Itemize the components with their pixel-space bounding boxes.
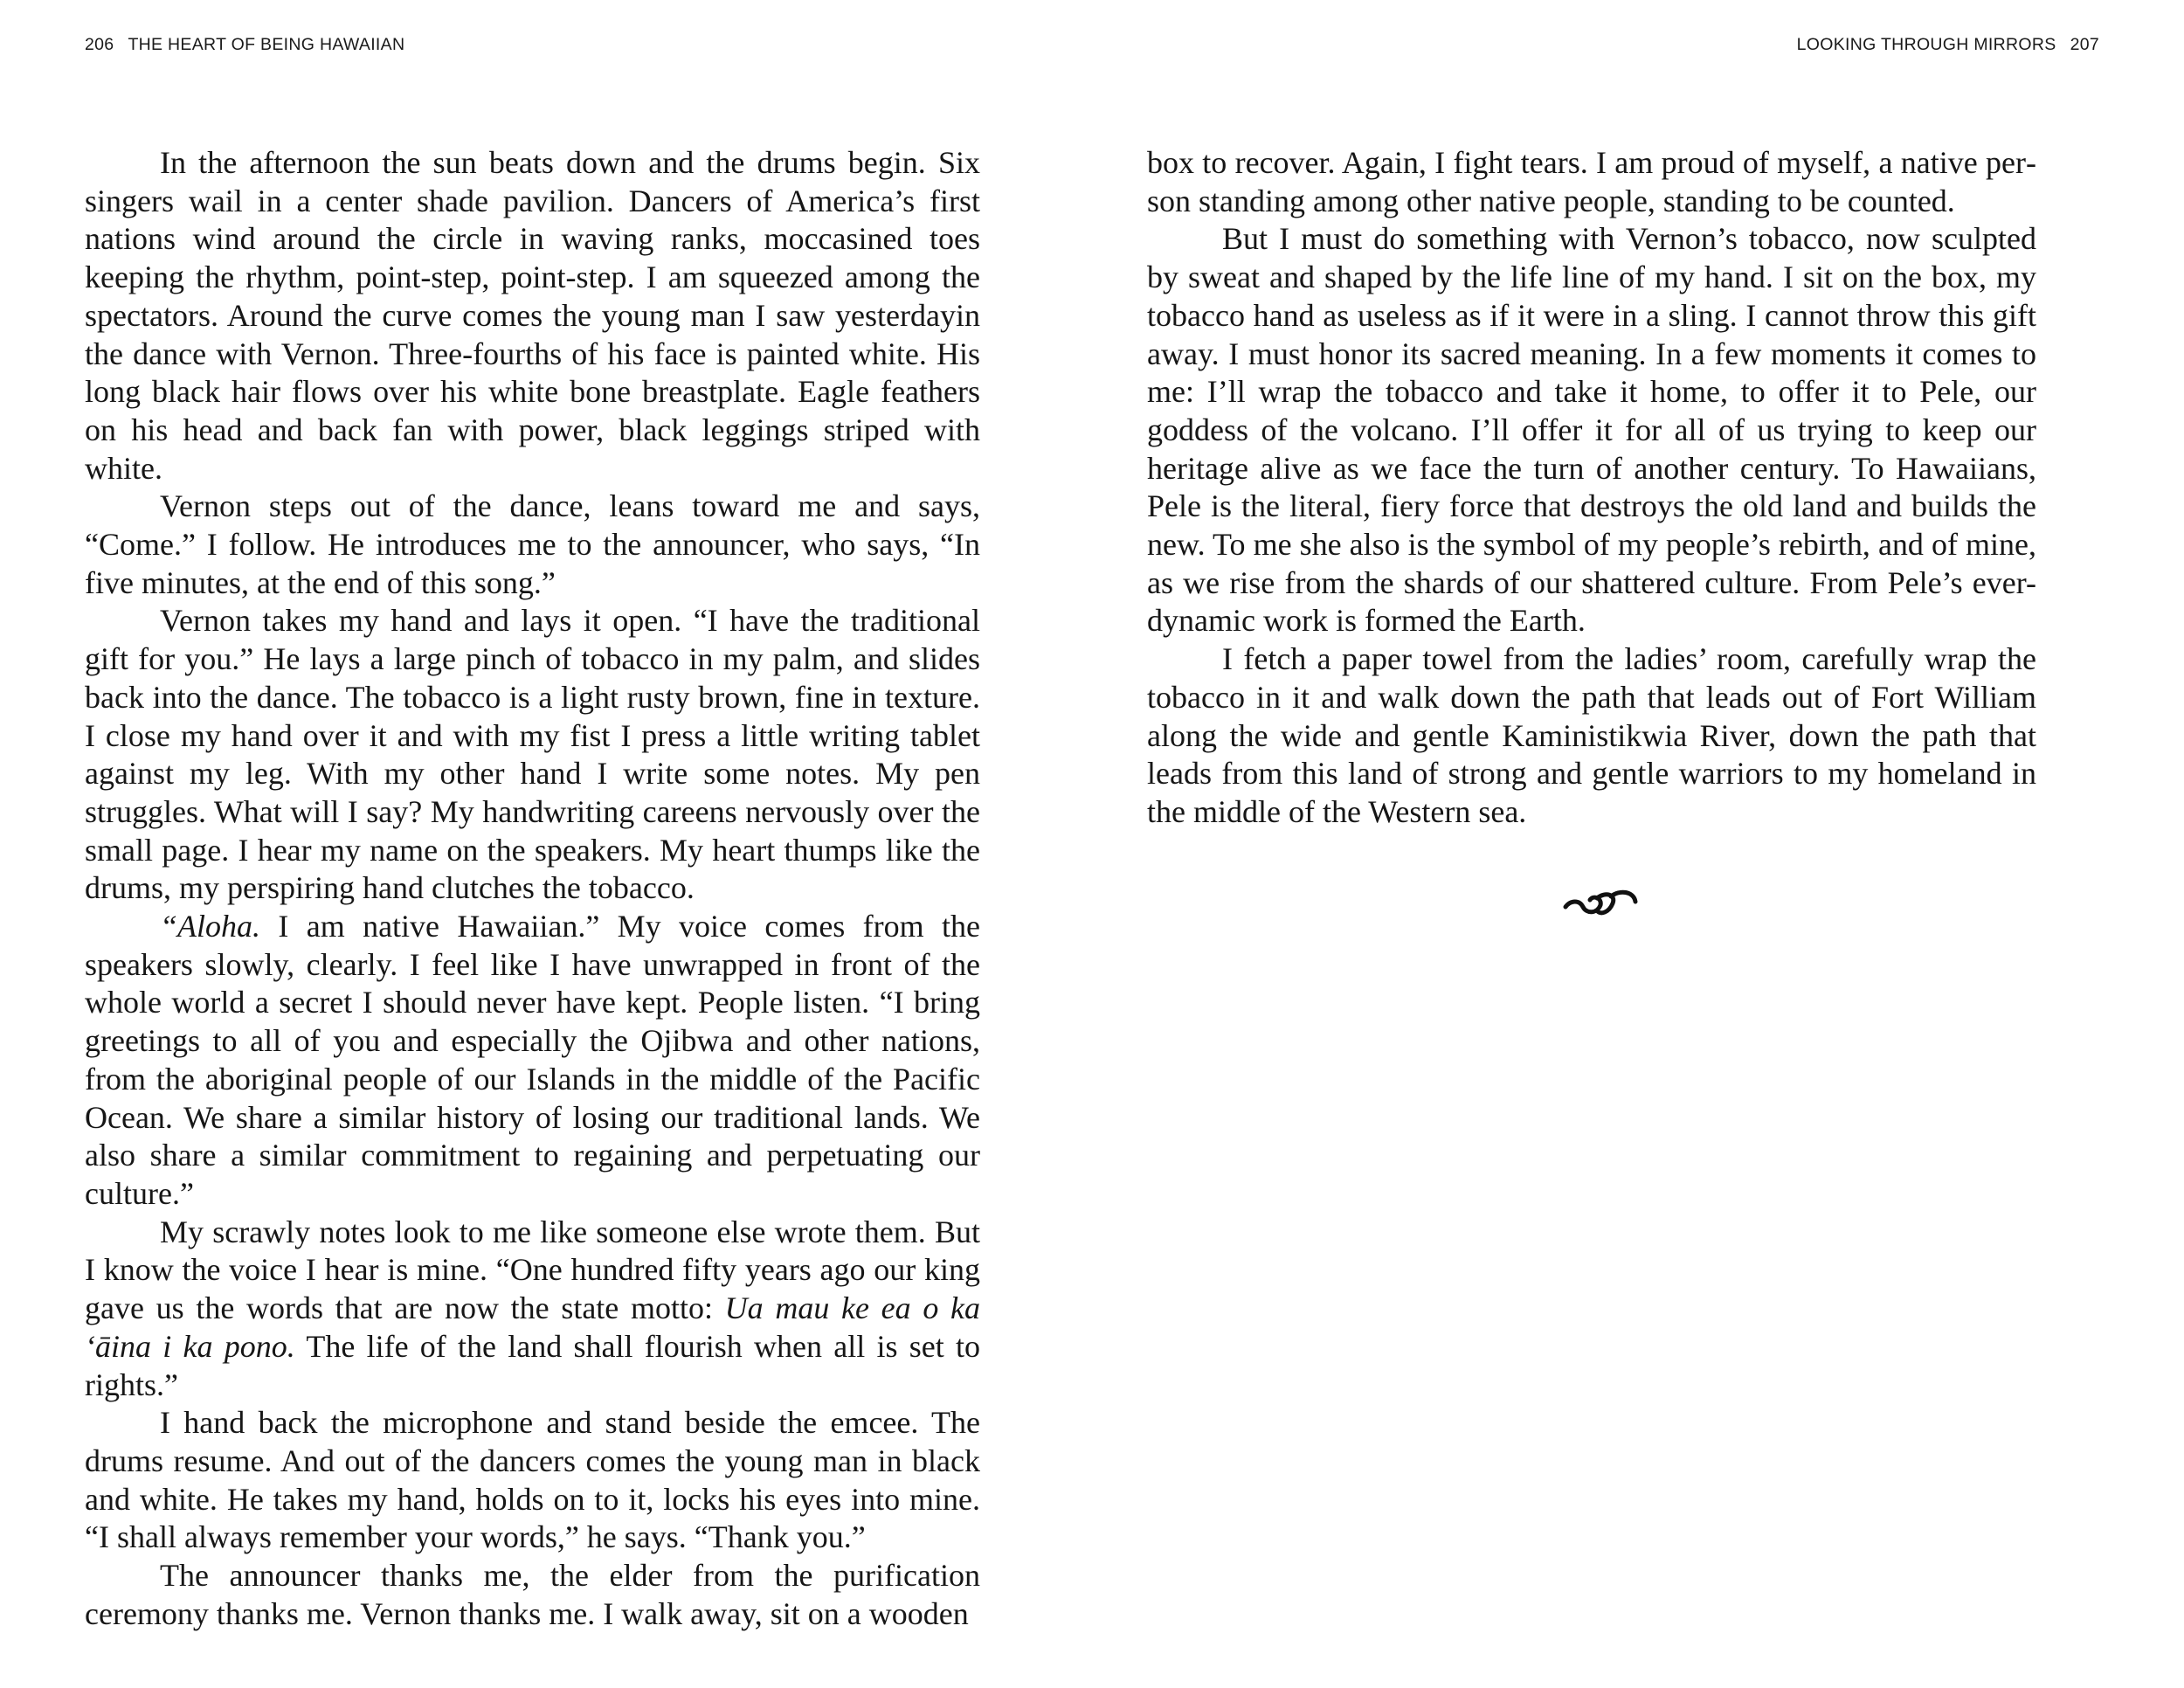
left-text-block bbox=[85, 144, 980, 1633]
book-title: THE HEART OF BEING HAWAIIAN bbox=[128, 35, 405, 54]
right-running-head bbox=[1797, 35, 2099, 55]
paragraph: box to recover. Again, I fight tears. I am proud of myself, a native person standing among other native people, standing to be counted. bbox=[1147, 145, 2036, 218]
paragraph: In the afternoon the sun beats down and the drums begin. Six singers wail in a center shade pavilion. Dancers of America’s first nations wind around the circle in waving ranks, moccasined toes keeping the rhythm, point-step, point-step. I am squeezed among the spectators. Around the curve comes the young man I saw yesterdayin the dance with Vernon. Three-fourths of his face is painted white. His long black hair flows over his white bone breastplate. Eagle feathers on his head and back fan with power, black leggings striped with white. bbox=[85, 145, 980, 486]
right-page bbox=[1092, 0, 2184, 1688]
chapter-title: LOOKING THROUGH MIRRORS bbox=[1796, 35, 2056, 54]
section-end-ornament-icon bbox=[1562, 881, 1641, 923]
paragraph: The announcer thanks me, the elder from the purification ceremony thanks me. Vernon thanks me. I walk away, sit on a wooden bbox=[85, 1558, 980, 1631]
left-page-number: 206 bbox=[85, 35, 114, 54]
paragraph bbox=[85, 1214, 980, 1405]
paragraph: I hand back the microphone and stand beside the emcee. The drums resume. And out of the dancers comes the young man in black and white. He takes my hand, holds on to it, locks his eyes into mine. “I shall always remember your words,” he says. “Thank you.” bbox=[85, 1405, 980, 1555]
paragraph: Vernon steps out of the dance, leans toward me and says, “Come.” I follow. He introduces me to the announcer, who says, “In five minutes, at the end of this song.” bbox=[85, 488, 980, 600]
paragraph bbox=[85, 908, 980, 1214]
italic-greeting: “Aloha. bbox=[160, 909, 261, 944]
paragraph: I fetch a paper towel from the ladies’ room, carefully wrap the tobacco in it and walk down the path that leads out of Fort William along the wide and gentle Kaministikwia River, down the path that leads from this land of strong and gentle warriors to my homeland in the middle of the Western sea. bbox=[1147, 641, 2036, 829]
state-motto: Ua mau ke ea o ka ʻāina i ka pono. bbox=[85, 1290, 980, 1364]
right-text-block bbox=[1147, 144, 2036, 832]
paragraph-text: The life of the land shall flourish when all is set to rights.” bbox=[85, 1328, 980, 1402]
left-running-head bbox=[85, 35, 404, 55]
paragraph: But I must do something with Vernon’s tobacco, now sculpted by sweat and shaped by the life line of my hand. I sit on the box, my tobacco hand as useless as if it were in a sling. I cannot throw this gift away. I must honor its sacred meaning. In a few moments it comes to me: I’ll wrap the tobacco and take it home, to offer it to Pele, our goddess of the volcano. I’ll offer it for all of us trying to keep our heritage alive as we face the turn of another century. To Hawaiians, Pele is the literal, fiery force that destroys the old land and builds the new. To me she also is the symbol of my people’s rebirth, and of mine, as we rise from the shards of our shattered culture. From Pele’s ever-dynamic work is formed the Earth. bbox=[1147, 221, 2036, 639]
paragraph-text: My scrawly notes look to me like someone else wrote them. But I know the voice I hear is mine. “One hundred fifty years ago our king gave us the words that are now the state motto: bbox=[85, 1214, 980, 1326]
paragraph: Vernon takes my hand and lays it open. “I have the traditional gift for you.” He lays a large pinch of tobacco in my palm, and slides back into the dance. The tobacco is a light rusty brown, fine in texture. I close my hand over it and with my fist I press a little writing tablet against my leg. With my other hand I write some notes. My pen struggles. What will I say? My handwriting careens nervously over the small page. I hear my name on the speakers. My heart thumps like the drums, my perspiring hand clutches the tobacco. bbox=[85, 603, 980, 906]
right-page-number: 207 bbox=[2070, 35, 2099, 54]
paragraph-text: I am native Hawaiian.” My voice comes from the speakers slowly, clearly. I feel like I have unwrapped in front of the whole world a secret I should never have kept. People listen. “I bring greetings to all of you and especially the Ojibwa and other nations, from the aboriginal people of our Islands in the middle of the Pacific Ocean. We share a similar history of losing our traditional lands. We also share a similar commitment to regaining and perpetuating our culture.” bbox=[85, 909, 980, 1211]
